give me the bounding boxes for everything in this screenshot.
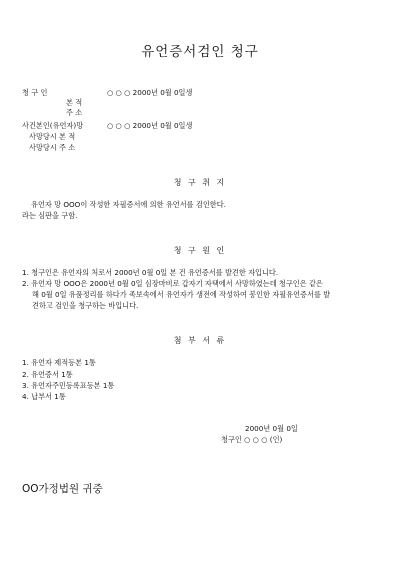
cause-item-2-line-3: 견하고 검인을 청구하는 바입니다. bbox=[32, 301, 139, 310]
cause-heading: 청 구 원 인 bbox=[173, 246, 227, 255]
address-label: 주 소 bbox=[66, 108, 83, 117]
attachment-item: 3. 유언자주민등록표등본 1통 bbox=[22, 381, 115, 390]
cause-item-2-line-1: 2. 유언자 망 OOO은 2000년 0월 0일 심장마비로 갑자기 자택에서 사망하였는데 청구인은 같은 bbox=[22, 279, 323, 288]
case-person-label: 사건본인(유언자)망 bbox=[22, 121, 84, 130]
attachment-item: 1. 유언자 제적등본 1통 bbox=[22, 358, 96, 367]
death-domicile-label: 사망당시 본 적 bbox=[29, 132, 76, 141]
cause-item-2-line-2: 해 0월 0일 유품정리를 하다가 족보속에서 유언자가 생전에 작성하여 봉인한 자필유언증서를 발 bbox=[32, 290, 331, 299]
cause-item-1: 1. 청구인은 유언자의 처로서 2000년 0월 0일 본 건 유언증서를 발견한 자입니다. bbox=[22, 268, 279, 277]
purpose-heading: 청 구 취 지 bbox=[173, 178, 227, 187]
purpose-line-1: 유언자 망 OOO이 작성한 자필증서에 의한 유언서를 검인한다. bbox=[31, 200, 226, 209]
case-person-value: ○ ○ ○ 2000년 0월 0일생 bbox=[107, 121, 193, 130]
attachment-item: 2. 유언증서 1통 bbox=[22, 370, 73, 379]
filing-date: 2000년 0월 0일 bbox=[245, 424, 298, 433]
claimant-label: 청 구 인 bbox=[22, 88, 48, 97]
court-addressee: OO가정법원 귀중 bbox=[22, 483, 103, 495]
death-address-label: 사망당시 주 소 bbox=[29, 143, 76, 152]
claimant-value: ○ ○ ○ 2000년 0월 0일생 bbox=[107, 88, 193, 97]
document-title: 유언증서검인 청구 bbox=[141, 44, 259, 60]
claimant-signature: 청구인 ○ ○ ○ (인) bbox=[221, 435, 283, 444]
domicile-label: 본 적 bbox=[66, 98, 83, 107]
attachments-heading: 첨 부 서 류 bbox=[173, 336, 227, 345]
attachment-item: 4. 납부서 1통 bbox=[22, 392, 66, 401]
purpose-line-2: 라는 심판을 구함. bbox=[22, 211, 78, 220]
